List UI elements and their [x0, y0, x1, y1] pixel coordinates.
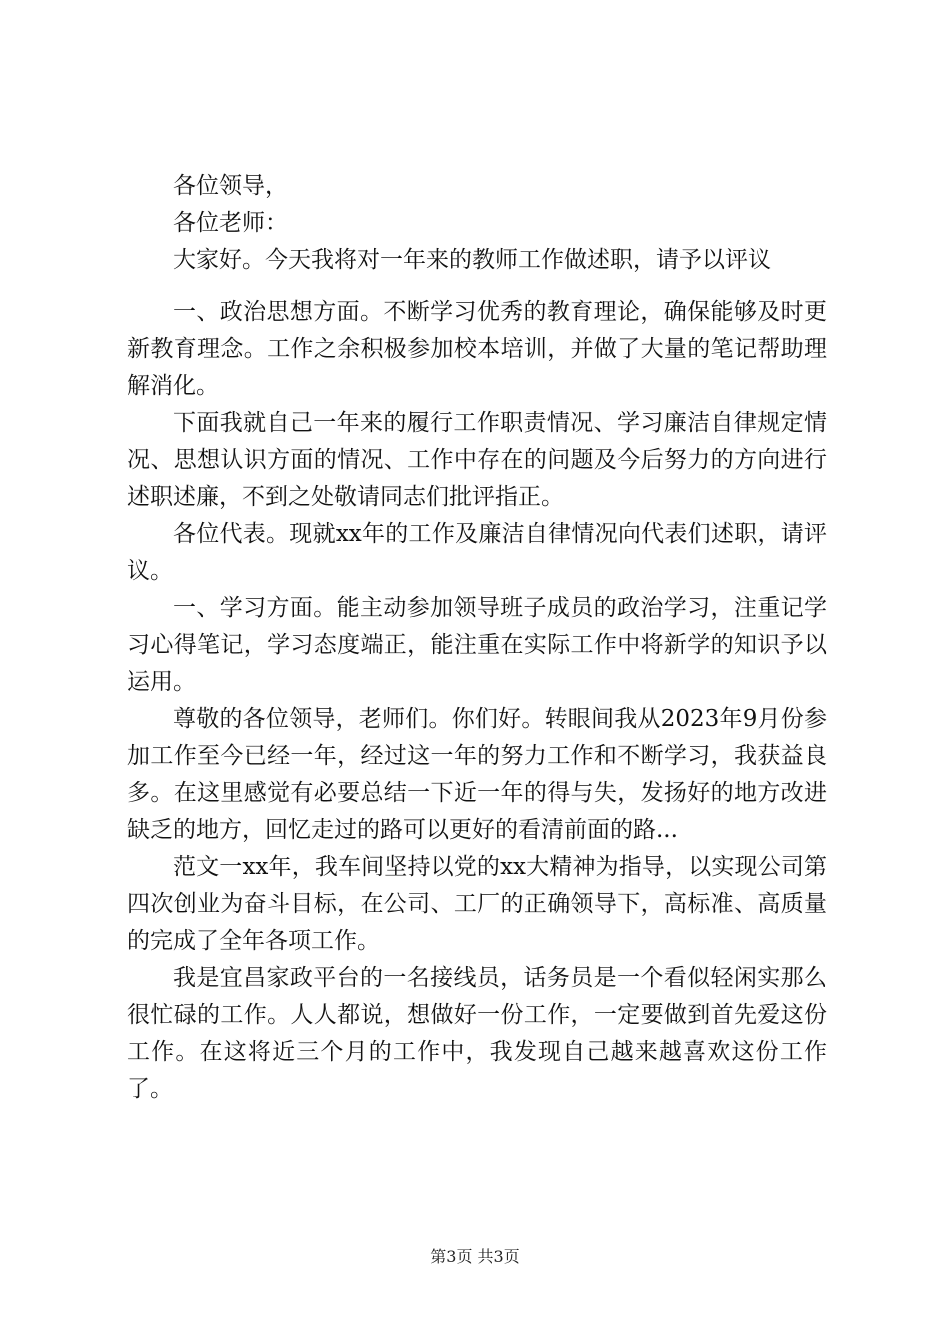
- paragraph-respected-leaders: 尊敬的各位领导，老师们。你们好。转眼间我从2023年9月份参加工作至今已经一年，经过这一年的努力工作和不断学习，我获益良多。在这里感觉有必要总结一下近一年的得与失，发扬好的地方改进缺乏的地方，回忆走过的路可以更好的看清前面的路...: [127, 706, 827, 843]
- paragraph-study: 一、学习方面。能主动参加领导班子成员的政治学习，注重记学习心得笔记，学习态度端正，能注重在实际工作中将新学的知识予以运用。: [127, 595, 827, 695]
- paragraph-representatives: 各位代表。现就xx年的工作及廉洁自律情况向代表们述职，请评议。: [127, 521, 827, 584]
- salutation-teachers: 各位老师：: [173, 210, 288, 236]
- paragraph-duties: 下面我就自己一年来的履行工作职责情况、学习廉洁自律规定情况、思想认识方面的情况、工作中存在的问题及今后努力的方向进行述职述廉，不到之处敬请同志们批评指正。: [127, 410, 827, 510]
- paragraph-gap: [127, 279, 827, 294]
- document-body: [127, 168, 827, 1108]
- salutation-leaders: 各位领导，: [173, 173, 288, 199]
- paragraph-operator: 我是宜昌家政平台的一名接线员，话务员是一个看似轻闲实那么很忙碌的工作。人人都说，想做好一份工作，一定要做到首先爱这份工作。在这将近三个月的工作中，我发现自己越来越喜欢这份工作了。: [127, 965, 827, 1102]
- paragraph-workshop: 范文一xx年，我车间坚持以党的xx大精神为指导，以实现公司第四次创业为奋斗目标，在公司、工厂的正确领导下，高标准、高质量的完成了全年各项工作。: [127, 854, 827, 954]
- page-number-footer: 第3页 共3页: [430, 1247, 520, 1266]
- paragraph-greeting: 大家好。今天我将对一年来的教师工作做述职，请予以评议: [173, 247, 771, 273]
- paragraph-politics: 一、政治思想方面。不断学习优秀的教育理论，确保能够及时更新教育理念。工作之余积极参加校本培训，并做了大量的笔记帮助理解消化。: [127, 299, 827, 399]
